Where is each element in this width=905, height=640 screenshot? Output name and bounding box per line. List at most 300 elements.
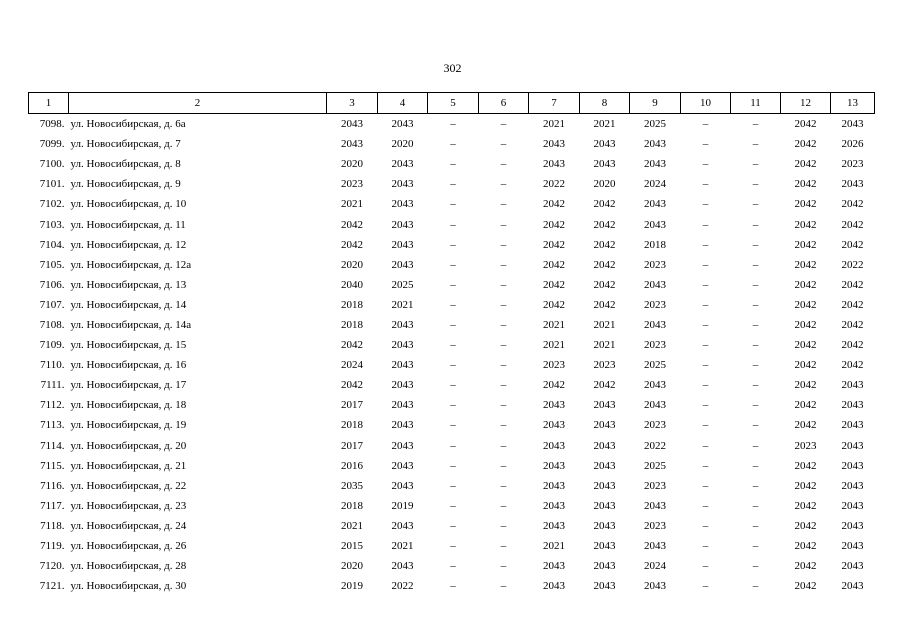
cell-col-4: 2043: [391, 379, 414, 392]
cell-col-4: 2043: [391, 459, 414, 472]
cell-col-3: 2035: [341, 479, 363, 492]
row-number: 7121.: [39, 580, 65, 593]
address: ул. Новосибирская, д. 12а: [70, 258, 192, 271]
cell-col-4: 2043: [391, 238, 414, 251]
cell-col-11: –: [752, 419, 759, 432]
cell-col-12: 2042: [794, 158, 817, 171]
cell-col-11: –: [752, 339, 759, 352]
row-number: 7120.: [39, 560, 65, 573]
cell-col-4: 2043: [391, 178, 414, 191]
cell-col-10: –: [702, 540, 709, 553]
column-header: 3: [327, 93, 378, 114]
cell-col-5: –: [450, 218, 456, 231]
cell-col-3: 2016: [341, 459, 363, 472]
cell-col-7: 2043: [543, 158, 565, 171]
cell-col-9: 2043: [644, 158, 666, 171]
cell-col-5: –: [450, 118, 456, 131]
cell-col-3: 2021: [341, 519, 363, 532]
column-header: 5: [428, 93, 479, 114]
cell-col-13: 2043: [841, 178, 864, 191]
address: ул. Новосибирская, д. 11: [70, 218, 186, 231]
column-header: 10: [681, 93, 731, 114]
cell-col-7: 2043: [543, 580, 565, 593]
cell-col-10: –: [702, 158, 709, 171]
table-row: [29, 456, 875, 476]
cell-col-10: –: [702, 339, 709, 352]
cell-col-11: –: [752, 118, 759, 131]
cell-col-5: –: [450, 339, 456, 352]
cell-col-9: 2023: [644, 258, 666, 271]
cell-col-9: 2043: [644, 379, 666, 392]
cell-col-13: 2042: [841, 359, 864, 372]
cell-col-3: 2017: [341, 399, 363, 412]
cell-col-8: 2023: [593, 359, 616, 372]
cell-col-10: –: [702, 218, 709, 231]
cell-col-8: 2042: [593, 218, 616, 231]
row-number: 7098.: [39, 118, 65, 131]
cell-col-3: 2040: [341, 278, 363, 291]
cell-col-5: –: [450, 540, 456, 553]
cell-col-9: 2023: [644, 519, 666, 532]
cell-col-10: –: [702, 238, 709, 251]
cell-col-3: 2020: [341, 258, 363, 271]
cell-col-10: –: [702, 359, 709, 372]
cell-col-3: 2018: [341, 298, 363, 311]
cell-col-13: 2043: [841, 379, 864, 392]
cell-col-11: –: [752, 359, 759, 372]
cell-col-8: 2021: [593, 339, 616, 352]
cell-col-8: 2043: [593, 399, 616, 412]
cell-col-9: 2018: [644, 238, 666, 251]
address: ул. Новосибирская, д. 16: [70, 359, 187, 372]
cell-col-13: 2043: [841, 439, 864, 452]
cell-col-5: –: [450, 399, 456, 412]
table-row: [29, 134, 875, 154]
cell-col-7: 2021: [543, 118, 565, 131]
cell-col-9: 2043: [644, 318, 666, 331]
row-number: 7111.: [40, 379, 65, 392]
cell-col-6: –: [500, 258, 507, 271]
cell-col-7: 2043: [543, 479, 565, 492]
table-row: [29, 395, 875, 415]
cell-col-13: 2023: [841, 158, 864, 171]
cell-col-4: 2025: [391, 278, 414, 291]
cell-col-8: 2043: [593, 479, 616, 492]
cell-col-10: –: [702, 198, 709, 211]
cell-col-8: 2043: [593, 580, 616, 593]
address: ул. Новосибирская, д. 7: [70, 138, 181, 151]
cell-col-10: –: [702, 178, 709, 191]
cell-col-10: –: [702, 298, 709, 311]
cell-col-11: –: [752, 399, 759, 412]
cell-col-7: 2043: [543, 560, 565, 573]
cell-col-9: 2043: [644, 399, 666, 412]
cell-col-8: 2020: [593, 178, 616, 191]
row-number: 7105.: [39, 258, 65, 271]
cell-col-9: 2024: [644, 178, 666, 191]
cell-col-7: 2043: [543, 519, 565, 532]
table-row: [29, 295, 875, 315]
cell-col-9: 2043: [644, 198, 666, 211]
cell-col-5: –: [450, 258, 456, 271]
cell-col-5: –: [450, 298, 456, 311]
cell-col-4: 2043: [391, 158, 414, 171]
cell-col-6: –: [500, 580, 507, 593]
cell-col-7: 2043: [543, 138, 565, 151]
cell-col-7: 2043: [543, 459, 565, 472]
schedule-table: [28, 92, 875, 596]
table-row: [29, 114, 875, 135]
table-row: [29, 255, 875, 275]
cell-col-11: –: [752, 560, 759, 573]
cell-col-6: –: [500, 178, 507, 191]
cell-col-9: 2043: [644, 499, 666, 512]
cell-col-6: –: [500, 238, 507, 251]
cell-col-6: –: [500, 540, 507, 553]
cell-col-12: 2042: [794, 499, 817, 512]
cell-col-5: –: [450, 158, 456, 171]
cell-col-6: –: [500, 218, 507, 231]
cell-col-6: –: [500, 459, 507, 472]
cell-col-8: 2043: [593, 519, 616, 532]
row-number: 7114.: [40, 439, 65, 452]
cell-col-13: 2043: [841, 499, 864, 512]
table-row: [29, 355, 875, 375]
cell-col-6: –: [500, 298, 507, 311]
row-number: 7116.: [40, 479, 65, 492]
cell-col-3: 2021: [341, 198, 363, 211]
cell-col-12: 2042: [794, 198, 817, 211]
cell-col-11: –: [752, 278, 759, 291]
cell-col-4: 2043: [391, 198, 414, 211]
cell-col-6: –: [500, 118, 507, 131]
row-number: 7099.: [39, 138, 65, 151]
cell-col-8: 2042: [593, 238, 616, 251]
address: ул. Новосибирская, д. 9: [70, 178, 181, 191]
cell-col-11: –: [752, 138, 759, 151]
cell-col-12: 2042: [794, 138, 817, 151]
cell-col-10: –: [702, 439, 709, 452]
cell-col-6: –: [500, 499, 507, 512]
cell-col-5: –: [450, 479, 456, 492]
address: ул. Новосибирская, д. 8: [70, 158, 181, 171]
cell-col-10: –: [702, 560, 709, 573]
cell-col-12: 2042: [794, 278, 817, 291]
cell-col-8: 2042: [593, 278, 616, 291]
row-number: 7100.: [39, 158, 65, 171]
row-number: 7112.: [40, 399, 65, 412]
cell-col-3: 2043: [341, 138, 363, 151]
cell-col-8: 2021: [593, 118, 616, 131]
cell-col-6: –: [500, 158, 507, 171]
column-header: 9: [630, 93, 681, 114]
cell-col-7: 2021: [543, 339, 565, 352]
address: ул. Новосибирская, д. 14а: [70, 318, 192, 331]
cell-col-9: 2023: [644, 419, 666, 432]
cell-col-7: 2021: [543, 318, 565, 331]
cell-col-8: 2043: [593, 419, 616, 432]
cell-col-10: –: [702, 399, 709, 412]
cell-col-5: –: [450, 519, 456, 532]
cell-col-13: 2043: [841, 560, 864, 573]
column-header: 13: [831, 93, 875, 114]
cell-col-5: –: [450, 318, 456, 331]
cell-col-8: 2043: [593, 499, 616, 512]
cell-col-3: 2015: [341, 540, 363, 553]
cell-col-13: 2043: [841, 540, 864, 553]
row-number: 7102.: [39, 198, 65, 211]
cell-col-6: –: [500, 318, 507, 331]
column-header: 7: [529, 93, 580, 114]
table-row: [29, 536, 875, 556]
cell-col-13: 2042: [841, 298, 864, 311]
cell-col-11: –: [752, 238, 759, 251]
cell-col-10: –: [702, 419, 709, 432]
cell-col-3: 2020: [341, 158, 363, 171]
table-row: [29, 194, 875, 214]
cell-col-8: 2043: [593, 560, 616, 573]
address: ул. Новосибирская, д. 26: [70, 540, 187, 553]
cell-col-11: –: [752, 158, 759, 171]
address: ул. Новосибирская, д. 18: [70, 399, 187, 412]
table-row: [29, 556, 875, 576]
cell-col-5: –: [450, 359, 456, 372]
column-header: 12: [781, 93, 831, 114]
cell-col-10: –: [702, 519, 709, 532]
address: ул. Новосибирская, д. 15: [70, 339, 187, 352]
cell-col-3: 2019: [341, 580, 363, 593]
cell-col-9: 2025: [644, 359, 666, 372]
cell-col-9: 2043: [644, 580, 666, 593]
cell-col-12: 2042: [794, 359, 817, 372]
column-header: 6: [479, 93, 529, 114]
cell-col-12: 2042: [794, 339, 817, 352]
cell-col-10: –: [702, 459, 709, 472]
cell-col-4: 2020: [391, 138, 414, 151]
cell-col-5: –: [450, 198, 456, 211]
cell-col-3: 2018: [341, 318, 363, 331]
cell-col-5: –: [450, 419, 456, 432]
cell-col-3: 2043: [341, 118, 363, 131]
cell-col-6: –: [500, 379, 507, 392]
cell-col-4: 2043: [391, 439, 414, 452]
cell-col-9: 2025: [644, 118, 666, 131]
address: ул. Новосибирская, д. 6а: [70, 118, 186, 131]
cell-col-13: 2042: [841, 339, 864, 352]
cell-col-5: –: [450, 439, 456, 452]
cell-col-8: 2043: [593, 138, 616, 151]
cell-col-12: 2042: [794, 560, 817, 573]
address: ул. Новосибирская, д. 28: [70, 560, 187, 573]
cell-col-12: 2042: [794, 238, 817, 251]
table-row: [29, 576, 875, 596]
cell-col-4: 2043: [391, 419, 414, 432]
cell-col-5: –: [450, 459, 456, 472]
table-row: [29, 516, 875, 536]
address: ул. Новосибирская, д. 20: [70, 439, 187, 452]
cell-col-9: 2043: [644, 278, 666, 291]
cell-col-10: –: [702, 580, 709, 593]
cell-col-13: 2026: [841, 138, 864, 151]
cell-col-12: 2042: [794, 479, 817, 492]
cell-col-11: –: [752, 318, 759, 331]
cell-col-12: 2042: [794, 379, 817, 392]
cell-col-3: 2017: [341, 439, 363, 452]
cell-col-3: 2042: [341, 238, 363, 251]
cell-col-8: 2021: [593, 318, 616, 331]
cell-col-11: –: [752, 439, 759, 452]
cell-col-3: 2042: [341, 218, 363, 231]
cell-col-10: –: [702, 258, 709, 271]
cell-col-7: 2042: [543, 379, 565, 392]
cell-col-7: 2042: [543, 238, 565, 251]
table-row: [29, 415, 875, 435]
cell-col-5: –: [450, 580, 456, 593]
cell-col-12: 2042: [794, 178, 817, 191]
cell-col-13: 2043: [841, 519, 864, 532]
address: ул. Новосибирская, д. 17: [70, 379, 187, 392]
cell-col-6: –: [500, 399, 507, 412]
cell-col-6: –: [500, 359, 507, 372]
page-number: 302: [443, 61, 462, 75]
cell-col-11: –: [752, 479, 759, 492]
cell-col-13: 2042: [841, 238, 864, 251]
cell-col-11: –: [752, 218, 759, 231]
cell-col-7: 2042: [543, 218, 565, 231]
address: ул. Новосибирская, д. 14: [70, 298, 187, 311]
cell-col-13: 2043: [841, 118, 864, 131]
cell-col-12: 2042: [794, 399, 817, 412]
cell-col-12: 2042: [794, 519, 817, 532]
cell-col-9: 2043: [644, 540, 666, 553]
cell-col-6: –: [500, 439, 507, 452]
row-number: 7110.: [40, 359, 65, 372]
cell-col-6: –: [500, 419, 507, 432]
cell-col-4: 2043: [391, 560, 414, 573]
cell-col-10: –: [702, 138, 709, 151]
table-row: [29, 174, 875, 194]
cell-col-12: 2042: [794, 459, 817, 472]
table-row: [29, 496, 875, 516]
cell-col-6: –: [500, 339, 507, 352]
cell-col-10: –: [702, 379, 709, 392]
column-header: 8: [580, 93, 630, 114]
address: ул. Новосибирская, д. 21: [70, 459, 187, 472]
cell-col-5: –: [450, 560, 456, 573]
cell-col-10: –: [702, 278, 709, 291]
cell-col-11: –: [752, 198, 759, 211]
cell-col-12: 2042: [794, 258, 817, 271]
column-header: 11: [731, 93, 781, 114]
cell-col-7: 2043: [543, 399, 565, 412]
cell-col-6: –: [500, 519, 507, 532]
cell-col-4: 2019: [391, 499, 414, 512]
cell-col-4: 2022: [391, 580, 414, 593]
address: ул. Новосибирская, д. 10: [70, 198, 187, 211]
table-row: [29, 214, 875, 234]
cell-col-6: –: [500, 198, 507, 211]
cell-col-12: 2042: [794, 540, 817, 553]
address: ул. Новосибирская, д. 30: [70, 580, 187, 593]
cell-col-8: 2043: [593, 439, 616, 452]
row-number: 7103.: [39, 218, 65, 231]
row-number: 7109.: [39, 339, 65, 352]
address: ул. Новосибирская, д. 12: [70, 238, 187, 251]
row-number: 7107.: [39, 298, 65, 311]
cell-col-7: 2042: [543, 298, 565, 311]
address: ул. Новосибирская, д. 13: [70, 278, 187, 291]
row-number: 7118.: [40, 519, 65, 532]
cell-col-13: 2043: [841, 459, 864, 472]
cell-col-3: 2018: [341, 419, 363, 432]
cell-col-8: 2043: [593, 540, 616, 553]
cell-col-3: 2024: [341, 359, 363, 372]
header-row: [29, 93, 875, 114]
cell-col-5: –: [450, 379, 456, 392]
cell-col-5: –: [450, 178, 456, 191]
address: ул. Новосибирская, д. 23: [70, 499, 187, 512]
cell-col-3: 2042: [341, 339, 363, 352]
cell-col-6: –: [500, 138, 507, 151]
cell-col-5: –: [450, 278, 456, 291]
row-number: 7117.: [40, 499, 65, 512]
cell-col-8: 2042: [593, 198, 616, 211]
table-row: [29, 154, 875, 174]
column-header: 2: [69, 93, 327, 114]
cell-col-11: –: [752, 540, 759, 553]
cell-col-3: 2023: [341, 178, 363, 191]
cell-col-3: 2018: [341, 499, 363, 512]
cell-col-7: 2043: [543, 439, 565, 452]
cell-col-9: 2023: [644, 339, 666, 352]
cell-col-9: 2023: [644, 298, 666, 311]
cell-col-13: 2043: [841, 580, 864, 593]
table-row: [29, 335, 875, 355]
cell-col-6: –: [500, 560, 507, 573]
cell-col-12: 2023: [794, 439, 817, 452]
cell-col-9: 2023: [644, 479, 666, 492]
cell-col-12: 2042: [794, 218, 817, 231]
cell-col-13: 2042: [841, 278, 864, 291]
cell-col-10: –: [702, 479, 709, 492]
table-row: [29, 436, 875, 456]
cell-col-6: –: [500, 479, 507, 492]
column-header: 4: [378, 93, 428, 114]
cell-col-7: 2021: [543, 540, 565, 553]
column-header: 1: [29, 93, 69, 114]
cell-col-11: –: [752, 459, 759, 472]
cell-col-7: 2042: [543, 198, 565, 211]
cell-col-13: 2043: [841, 399, 864, 412]
table-row: [29, 235, 875, 255]
address: ул. Новосибирская, д. 24: [70, 519, 187, 532]
table-row: [29, 275, 875, 295]
cell-col-4: 2021: [391, 540, 414, 553]
cell-col-4: 2043: [391, 519, 414, 532]
cell-col-5: –: [450, 499, 456, 512]
cell-col-9: 2022: [644, 439, 666, 452]
row-number: 7104.: [39, 238, 65, 251]
cell-col-3: 2020: [341, 560, 363, 573]
cell-col-11: –: [752, 298, 759, 311]
cell-col-11: –: [752, 499, 759, 512]
address: ул. Новосибирская, д. 19: [70, 419, 187, 432]
cell-col-8: 2042: [593, 379, 616, 392]
cell-col-9: 2024: [644, 560, 666, 573]
cell-col-7: 2022: [543, 178, 565, 191]
table-body: [29, 114, 875, 597]
row-number: 7115.: [40, 459, 65, 472]
